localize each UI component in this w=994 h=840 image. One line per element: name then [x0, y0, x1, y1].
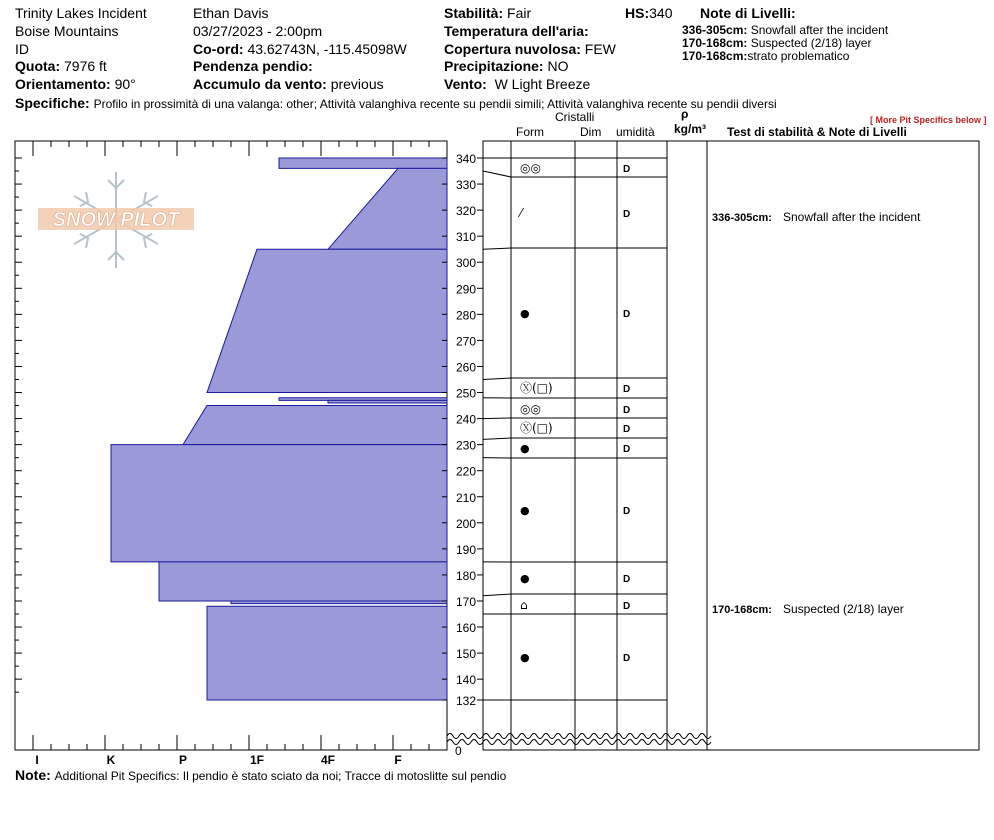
- state: ID: [15, 41, 29, 57]
- location: Trinity Lakes Incident: [15, 5, 147, 21]
- layer-connector: [483, 594, 511, 596]
- hardness-label-4F: 4F: [320, 753, 336, 767]
- depth-tick-label: 250: [455, 386, 476, 401]
- grain-form-symbol: Ⓧ(□): [520, 381, 553, 395]
- moisture-value: D: [623, 574, 631, 585]
- depth-tick-label: 320: [455, 204, 476, 219]
- wind-loading: Accumulo da vento: previous: [193, 76, 384, 92]
- grain-form-symbol: ●: [520, 504, 530, 517]
- stability: Stabilità: Fair: [444, 5, 532, 21]
- layer-connector: [483, 171, 511, 177]
- depth-tick-label: 310: [455, 230, 476, 245]
- test-note-text: Suspected (2/18) layer: [783, 602, 904, 616]
- layer-connector: [483, 378, 511, 379]
- depth-tick-label: 170: [455, 594, 476, 609]
- depth-tick-label: 210: [455, 490, 476, 505]
- rho-header: ρ: [681, 107, 689, 121]
- svg-text:SNOW PILOT: SNOW PILOT: [52, 209, 180, 231]
- hardness-bar-2: [328, 168, 447, 249]
- footer-note: Note: Additional Pit Specifics: Il pendio è stato sciato da noi; Tracce di motoslitte sul pendio: [15, 767, 507, 783]
- wind: Vento: W Light Breeze: [444, 76, 591, 92]
- layer-notes-title: Note di Livelli:: [700, 5, 796, 21]
- moisture-value: D: [623, 405, 631, 416]
- moisture-value: D: [623, 506, 631, 517]
- hardness-label-K: K: [106, 753, 116, 767]
- moisture-value: D: [623, 164, 631, 175]
- depth-tick-label: 270: [455, 334, 476, 349]
- moisture-value: D: [623, 424, 631, 435]
- more-pit-specifics-link[interactable]: [ More Pit Specifics below ]: [870, 115, 987, 125]
- moisture-header: umidità: [616, 125, 655, 139]
- hardness-bar-9: [231, 601, 447, 604]
- hardness-label-I: I: [35, 753, 39, 767]
- depth-tick-label: 230: [455, 438, 476, 453]
- snow-height: HS:340: [625, 5, 673, 21]
- hardness-bar-6: [183, 406, 447, 445]
- datetime: 03/27/2023 - 2:00pm: [193, 23, 323, 39]
- precipitation: Precipitazione: NO: [444, 58, 569, 74]
- depth-tick-label: 200: [455, 516, 476, 531]
- mountain-range: Boise Mountains: [15, 23, 119, 39]
- moisture-value: D: [623, 444, 631, 455]
- hardness-bar-10: [207, 606, 447, 700]
- layer-note-3: 170-168cm:strato problematico: [682, 49, 850, 63]
- air-temperature: Temperatura dell'aria:: [444, 23, 589, 39]
- moisture-value: D: [623, 309, 631, 320]
- tests-header: Test di stabilità & Note di Livelli: [727, 125, 907, 139]
- grain-form-symbol: ◎◎: [520, 402, 541, 416]
- test-note-range: 336-305cm:: [712, 212, 772, 224]
- test-note-text: Snowfall after the incident: [783, 210, 921, 224]
- grain-form-symbol: Ⓧ(□): [520, 421, 553, 435]
- grain-form-symbol: ●: [520, 651, 530, 664]
- layer-connector: [483, 438, 511, 439]
- layers-frame: [483, 141, 979, 750]
- hardness-bar-8: [159, 562, 447, 601]
- form-header: Form: [516, 125, 544, 139]
- density-header: kg/m³: [674, 122, 707, 136]
- moisture-value: D: [623, 653, 631, 664]
- layer-note-2: 170-168cm: Suspected (2/18) layer: [682, 36, 872, 50]
- grain-form-symbol: ⌂: [520, 598, 528, 612]
- axis-break: [447, 740, 711, 745]
- cloud-cover: Copertura nuvolosa: FEW: [444, 41, 616, 57]
- depth-tick-label: 180: [455, 568, 476, 583]
- layer-connector: [483, 418, 511, 419]
- snowpilot-logo: [36, 170, 196, 270]
- hardness-bar-1: [279, 158, 447, 168]
- axis-break: [447, 734, 711, 739]
- depth-tick-label: 330: [455, 178, 476, 193]
- depth-tick-label: 150: [455, 647, 476, 662]
- hardness-label-F: F: [394, 753, 402, 767]
- layer-note-1: 336-305cm: Snowfall after the incident: [682, 23, 889, 37]
- hardness-label-1F: 1F: [249, 753, 265, 767]
- aspect: Orientamento: 90°: [15, 76, 136, 92]
- specifics: Specifiche: Profilo in prossimità di una valanga: other; Attività valanghiva recente su pendii simili; Attività valanghiva recente su pendii diversi: [15, 95, 777, 111]
- hardness-bar-5: [328, 400, 447, 403]
- depth-tick-label: 190: [455, 542, 476, 557]
- test-note-range: 170-168cm:: [712, 604, 772, 616]
- depth-tick-label: 290: [455, 282, 476, 297]
- hardness-bar-3: [207, 249, 447, 392]
- layer-connector: [483, 248, 511, 249]
- depth-tick-label: 140: [455, 673, 476, 688]
- moisture-value: D: [623, 209, 631, 220]
- moisture-value: D: [623, 384, 631, 395]
- elevation: Quota: 7976 ft: [15, 58, 107, 74]
- grain-form-symbol: ●: [520, 442, 530, 455]
- depth-tick-label: 340: [455, 152, 476, 166]
- depth-tick-label: 220: [455, 464, 476, 479]
- coordinates: Co-ord: 43.62743N, -115.45098W: [193, 41, 407, 57]
- depth-tick-label: 132: [455, 694, 476, 708]
- grain-form-symbol: ⁄: [520, 206, 523, 220]
- size-header: Dim: [580, 125, 602, 139]
- depth-tick-label: 300: [455, 256, 476, 271]
- grain-form-symbol: ●: [520, 307, 530, 320]
- moisture-value: D: [623, 601, 631, 612]
- depth-zero-label: 0: [455, 744, 462, 758]
- depth-tick-label: 280: [455, 308, 476, 323]
- depth-tick-label: 260: [455, 360, 476, 375]
- hardness-label-P: P: [178, 753, 188, 767]
- observer: Ethan Davis: [193, 5, 269, 21]
- crystals-header: Cristalli: [555, 110, 595, 124]
- grain-form-symbol: ◎◎: [520, 161, 541, 175]
- depth-tick-label: 240: [455, 412, 476, 427]
- grain-form-symbol: ●: [520, 572, 530, 585]
- slope-angle: Pendenza pendio:: [193, 58, 313, 74]
- depth-tick-label: 160: [455, 621, 476, 636]
- hardness-bar-7: [111, 445, 447, 562]
